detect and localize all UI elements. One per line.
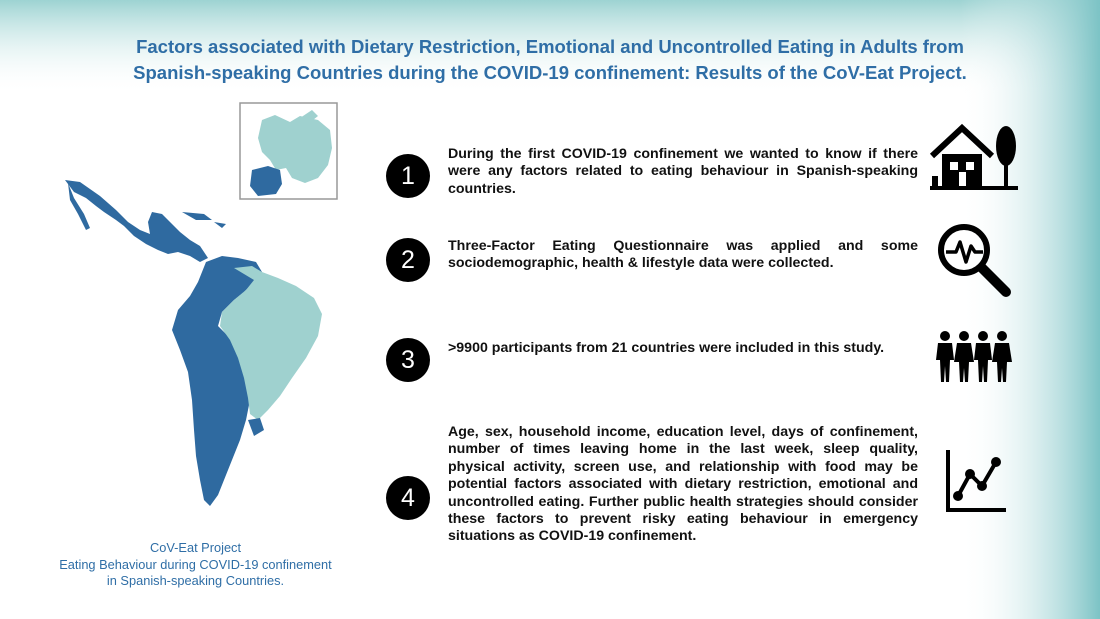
page-title <box>40 34 1060 86</box>
caption-line-2: Eating Behaviour during COVID-19 confinement <box>59 556 332 572</box>
line-chart-icon <box>944 448 1008 514</box>
step-text: >9900 participants from 21 countries were included in this study. <box>448 340 885 356</box>
step-number-badge: 2 <box>386 238 430 282</box>
project-caption <box>8 540 383 590</box>
step-text: Three-Factor Eating Questionnaire was applied and some sociodemographic, health & lifestyle data were collected. <box>448 238 918 272</box>
step-number-badge: 1 <box>386 154 430 198</box>
people-group-icon <box>934 330 1014 384</box>
magnifier-pulse-icon <box>936 222 1012 298</box>
title-line-1: Factors associated with Dietary Restriction, Emotional and Uncontrolled Eating in Adults from <box>136 36 964 57</box>
step-number-badge: 3 <box>386 338 430 382</box>
latin-america-map <box>65 180 322 506</box>
title-line-2: Spanish-speaking Countries during the COVID-19 confinement: Results of the CoV-Eat Project. <box>133 62 967 83</box>
step-number-badge: 4 <box>386 476 430 520</box>
caption-line-1: CoV-Eat Project <box>149 540 242 555</box>
step-text: Age, sex, household income, education level, days of confinement, number of times leaving home in the last week, sleep quality, physical activity, screen use, and relationship with food may be potential factors associated with dietary restriction, emotional and uncontrolled eating. Further public health strategies should consider these factors to prevent risky eating behaviour in emergency situations as COVID-19 confinement. <box>448 424 918 545</box>
step-text: During the first COVID-19 confinement we wanted to know if there were any factors related to eating behaviour in Spanish-speaking countries. <box>448 146 918 197</box>
caption-line-3: in Spanish-speaking Countries. <box>106 573 285 588</box>
world-map-illustration <box>0 95 380 535</box>
europe-inset-map <box>240 103 337 199</box>
house-tree-icon <box>928 118 1020 194</box>
